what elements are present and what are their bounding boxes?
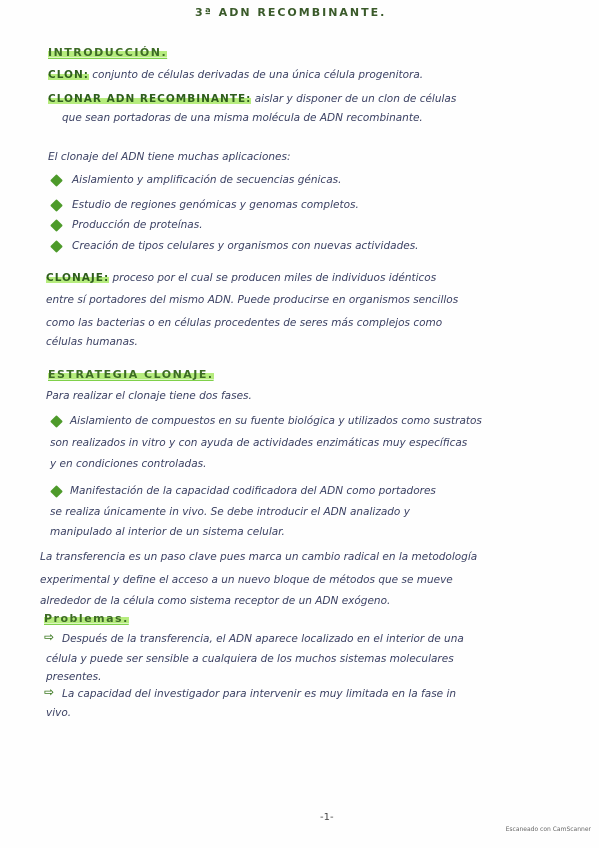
transfer-line: La transferencia es un paso clave pues marca un cambio radical en la metodología [40,551,478,563]
transfer-line: alrededor de la célula como sistema receptor de un ADN exógeno. [40,595,391,607]
problems-heading-text: Problemas. [44,612,129,625]
clonar-definition-line2: que sean portadoras de una misma molécula de ADN recombinante. [62,112,423,124]
intro-heading-text: INTRODUCCIÓN. [48,46,168,59]
clon-term: CLON: [48,69,89,81]
phase2-line: manipulado al interior de un sistema celular. [50,526,285,538]
applications-intro: El clonaje del ADN tiene muchas aplicaciones: [48,151,291,163]
problem1-line: presentes. [46,671,102,683]
application-item: Estudio de regiones genómicas y genomas completos. [72,199,359,211]
arrow-right-icon: ⇨ [44,685,55,699]
diamond-bullet-icon [50,219,63,232]
application-item: Aislamiento y amplificación de secuencias génicas. [72,174,342,186]
phase1-line: son realizados in vitro y con ayuda de actividades enzimáticas muy específicas [50,437,468,449]
problem2-line: La capacidad del investigador para intervenir es muy limitada en la fase in [62,688,457,700]
diamond-bullet-icon [50,240,63,253]
diamond-bullet-icon [50,485,63,498]
clonar-term: CLONAR ADN RECOMBINANTE: [48,93,252,105]
phase1-line: Aislamiento de compuestos en su fuente biológica y utilizados como sustratos [70,415,482,427]
phase1-line: y en condiciones controladas. [50,458,207,470]
scan-watermark: Escaneado con CamScanner [505,826,591,833]
arrow-right-icon: ⇨ [44,630,55,644]
phase2-line: Manifestación de la capacidad codificadora del ADN como portadores [70,485,436,497]
transfer-line: experimental y define el acceso a un nuevo bloque de métodos que se mueve [40,574,453,586]
phase2-line: se realiza únicamente in vivo. Se debe introducir el ADN analizado y [50,506,410,518]
page-number: -1- [320,812,334,823]
strategy-heading-text: ESTRATEGIA CLONAJE. [48,368,214,381]
strategy-intro: Para realizar el clonaje tiene dos fases. [46,390,252,402]
clonar-definition [48,92,456,106]
clonaje-def-line4: células humanas. [46,336,138,348]
application-item: Creación de tipos celulares y organismos con nuevas actividades. [72,240,419,252]
strategy-heading [48,368,214,381]
intro-heading [48,46,167,59]
clon-definition [48,68,423,82]
problem1-line: célula y puede ser sensible a cualquiera de los muchos sistemas moleculares [46,653,454,665]
clonaje-term: CLONAJE: [46,272,110,284]
clonaje-definition [46,271,436,285]
diamond-bullet-icon [50,174,63,187]
page-title: 3ª ADN RECOMBINANTE. [195,6,387,19]
problems-heading [44,612,129,625]
clonar-def-1: aislar y disponer de un clon de células [254,93,457,105]
problem1-line: Después de la transferencia, el ADN aparece localizado en el interior de una [62,633,464,645]
clonaje-def-line3: como las bacterias o en células procedentes de seres más complejos como [46,317,443,329]
problem2-line: vivo. [46,707,72,719]
diamond-bullet-icon [50,199,63,212]
diamond-bullet-icon [50,415,63,428]
clonaje-def-1: proceso por el cual se producen miles de individuos idénticos [112,272,437,284]
clon-def: conjunto de células derivadas de una única célula progenitora. [92,69,424,81]
application-item: Producción de proteínas. [72,219,203,231]
clonaje-def-line2: entre sí portadores del mismo ADN. Puede producirse en organismos sencillos [46,294,459,306]
